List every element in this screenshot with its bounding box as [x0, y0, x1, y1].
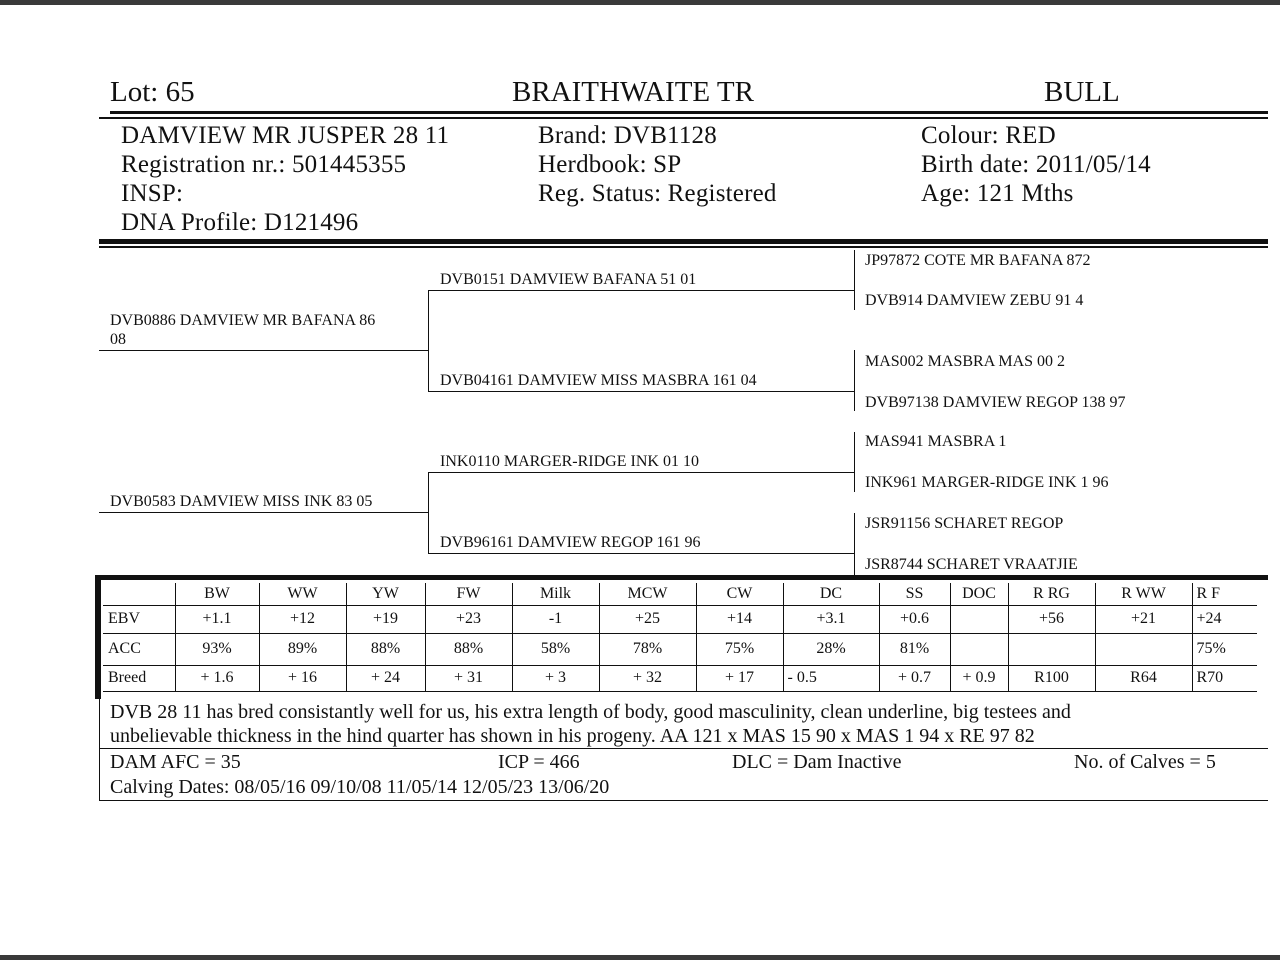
table-cell: + 32 — [599, 665, 696, 691]
reg-status: Reg. Status: Registered — [538, 180, 777, 207]
age: Age: 121 Mths — [921, 180, 1074, 207]
gg-bracket-4 — [854, 513, 855, 575]
table-row-acc — [103, 633, 1257, 665]
table-row-breed — [103, 665, 1257, 691]
table-cell: + 0.7 — [879, 665, 950, 691]
column-header: WW — [259, 583, 346, 605]
table-cell: + 17 — [696, 665, 783, 691]
table-cell: 28% — [783, 633, 879, 665]
table-cell: 89% — [259, 633, 346, 665]
gg-name: MAS941 MASBRA 1 — [865, 433, 1007, 450]
table-cell: + 31 — [425, 665, 512, 691]
table-cell: +25 — [599, 605, 696, 633]
table-cell: +1.1 — [175, 605, 259, 633]
row-label: Breed — [103, 665, 175, 691]
column-header: SS — [879, 583, 950, 605]
dam-sire-line — [428, 472, 854, 473]
sire-line — [99, 350, 428, 351]
table-cell: +12 — [259, 605, 346, 633]
brand: Brand: DVB1128 — [538, 122, 717, 149]
table-cell: 75% — [1192, 633, 1257, 665]
dam-name: DVB0583 DAMVIEW MISS INK 83 05 — [110, 493, 373, 510]
table-cell: +24 — [1192, 605, 1257, 633]
column-header: R F — [1192, 583, 1257, 605]
comment-box-bottom — [99, 800, 1268, 801]
table-cell: + 3 — [512, 665, 599, 691]
dam-dam-name: DVB96161 DAMVIEW REGOP 161 96 — [440, 534, 701, 551]
column-header: MCW — [599, 583, 696, 605]
table-cell: +23 — [425, 605, 512, 633]
table-cell: +21 — [1095, 605, 1192, 633]
table-cell: + 24 — [346, 665, 425, 691]
calving-dates: Calving Dates: 08/05/16 09/10/08 11/05/14 12/05/23 13/06/20 — [110, 776, 610, 798]
gg-bracket-1 — [854, 250, 855, 310]
comment-box-left — [99, 699, 100, 801]
sire-name: DVB0886 DAMVIEW MR BAFANA 86 — [110, 312, 376, 329]
table-cell: + 0.9 — [950, 665, 1008, 691]
table-cell: +0.6 — [879, 605, 950, 633]
animal-name: DAMVIEW MR JUSPER 28 11 — [121, 122, 450, 149]
table-cell: + 16 — [259, 665, 346, 691]
comment-line-1: DVB 28 11 has bred consistantly well for us, his extra length of body, good masculinity, clean underline, big testees and — [110, 701, 1071, 723]
info-divider-thin — [99, 246, 1268, 248]
column-header: R RG — [1008, 583, 1095, 605]
table-cell — [1095, 633, 1192, 665]
column-header: Milk — [512, 583, 599, 605]
comment-line-2: unbelievable thickness in the hind quarter has shown in his progeny. AA 121 x MAS 15 90 x MAS 1 94 x RE 97 82 — [110, 725, 1035, 747]
header-divider-thin — [99, 117, 1268, 119]
gg-bracket-3 — [854, 432, 855, 492]
column-header: CW — [696, 583, 783, 605]
table-cell: R64 — [1095, 665, 1192, 691]
herdbook: Herdbook: SP — [538, 151, 682, 178]
table-cell: + 1.6 — [175, 665, 259, 691]
info-divider — [99, 239, 1268, 244]
dam-dam-line — [428, 553, 854, 554]
row-label: ACC — [103, 633, 175, 665]
row-label: EBV — [103, 605, 175, 633]
gg-name: MAS002 MASBRA MAS 00 2 — [865, 353, 1066, 370]
lot-number: Lot: 65 — [110, 76, 195, 108]
table-cell — [1008, 633, 1095, 665]
ebv-table — [103, 583, 1257, 692]
table-cell: 75% — [696, 633, 783, 665]
bottom-border — [0, 955, 1280, 960]
table-cell — [950, 633, 1008, 665]
gg-bracket-2 — [854, 350, 855, 411]
gg-name: DVB97138 DAMVIEW REGOP 138 97 — [865, 394, 1126, 411]
table-corner — [103, 583, 175, 605]
table-cell: 58% — [512, 633, 599, 665]
table-header-row — [103, 583, 1257, 605]
column-header: DOC — [950, 583, 1008, 605]
dam-afc: DAM AFC = 35 — [110, 751, 241, 773]
table-cell: R70 — [1192, 665, 1257, 691]
column-header: DC — [783, 583, 879, 605]
table-cell: 88% — [425, 633, 512, 665]
dam-bracket — [428, 472, 429, 553]
number-of-calves: No. of Calves = 5 — [1074, 751, 1216, 773]
table-cell: - 0.5 — [783, 665, 879, 691]
table-cell: 93% — [175, 633, 259, 665]
column-header: YW — [346, 583, 425, 605]
table-cell: +56 — [1008, 605, 1095, 633]
table-cell: +19 — [346, 605, 425, 633]
registration-number: Registration nr.: 501445355 — [121, 151, 407, 178]
dlc-status: DLC = Dam Inactive — [732, 751, 902, 773]
sire-name-cont: 08 — [110, 331, 126, 348]
table-top-border — [95, 575, 1268, 580]
icp: ICP = 466 — [498, 751, 580, 773]
gg-name: JSR8744 SCHARET VRAATJIE — [865, 556, 1078, 573]
dna-profile: DNA Profile: D121496 — [121, 209, 359, 236]
top-border — [0, 0, 1280, 5]
gg-name: DVB914 DAMVIEW ZEBU 91 4 — [865, 292, 1084, 309]
table-cell — [950, 605, 1008, 633]
sire-bracket — [428, 290, 429, 391]
birth-date: Birth date: 2011/05/14 — [921, 151, 1151, 178]
column-header: BW — [175, 583, 259, 605]
dam-line — [99, 512, 428, 513]
table-cell: 78% — [599, 633, 696, 665]
table-row-ebv — [103, 605, 1257, 633]
header-divider — [110, 111, 1268, 114]
dam-sire-name: INK0110 MARGER-RIDGE INK 01 10 — [440, 453, 699, 470]
comment-divider — [99, 748, 1268, 749]
column-header: R WW — [1095, 583, 1192, 605]
table-cell: R100 — [1008, 665, 1095, 691]
table-cell: 88% — [346, 633, 425, 665]
sex-label: BULL — [1044, 76, 1120, 108]
table-cell: +3.1 — [783, 605, 879, 633]
insp-label: INSP: — [121, 180, 184, 207]
sire-dam-line — [428, 391, 854, 392]
owner-name: BRAITHWAITE TR — [512, 76, 754, 108]
sire-dam-name: DVB04161 DAMVIEW MISS MASBRA 161 04 — [440, 372, 757, 389]
table-cell: -1 — [512, 605, 599, 633]
sire-sire-name: DVB0151 DAMVIEW BAFANA 51 01 — [440, 271, 697, 288]
table-cell: +14 — [696, 605, 783, 633]
column-header: FW — [425, 583, 512, 605]
gg-name: JSR91156 SCHARET REGOP — [865, 515, 1064, 532]
sire-sire-line — [428, 290, 854, 291]
colour: Colour: RED — [921, 122, 1056, 149]
table-left-border — [95, 575, 101, 699]
table-cell: 81% — [879, 633, 950, 665]
gg-name: INK961 MARGER-RIDGE INK 1 96 — [865, 474, 1109, 491]
gg-name: JP97872 COTE MR BAFANA 872 — [865, 252, 1091, 269]
